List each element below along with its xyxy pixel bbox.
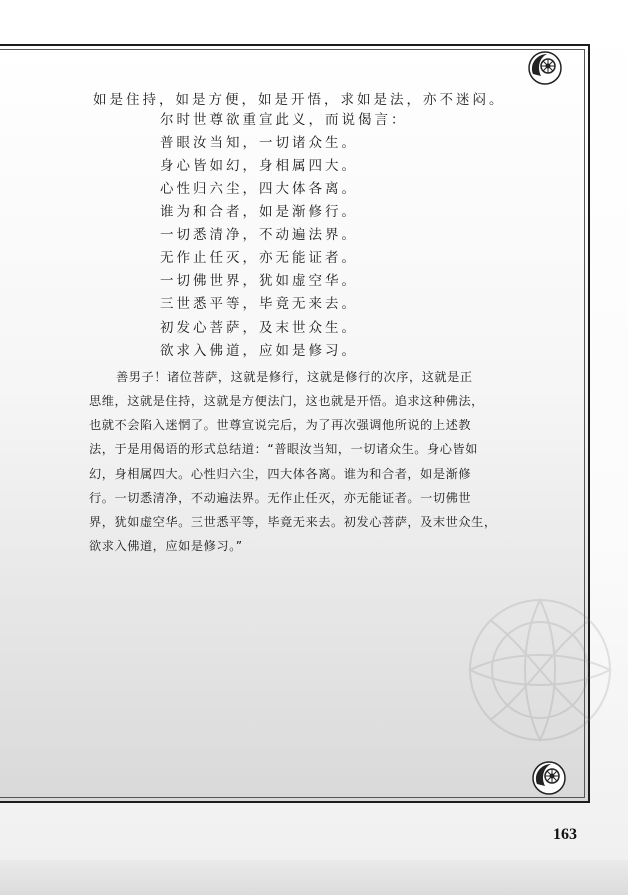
paragraph-line: 幻，身相属四大。心性归六尘，四大体各离。谁为和合者，如是渐修 [89,467,472,481]
paragraph-line: 法，于是用偈语的形式总结道：“普眼汝当知，一切诸众生。身心皆如 [89,442,478,456]
verse-line: 无作止任灭，亦无能证者。 [160,250,358,266]
dharma-wheel-ornament-icon [527,50,563,86]
verse-line: 心性归六尘，四大体各离。 [160,181,358,197]
verse-line: 如是住持，如是方便，如是开悟，求如是法，亦不迷闷。 [93,92,506,108]
verse-line: 欲求入佛道，应如是修习。 [160,343,358,359]
verse-line: 尔时世尊欲重宣此义，而说偈言： [160,112,408,128]
verse-line: 谁为和合者，如是渐修行。 [160,204,358,220]
paragraph-line: 欲求入佛道，应如是修习。” [89,539,243,553]
verse-line: 身心皆如幻，身相属四大。 [160,158,358,174]
verse-line: 一切佛世界，犹如虚空华。 [160,273,358,289]
verse-line: 三世悉平等，毕竟无来去。 [160,296,358,312]
verse-line: 初发心菩萨，及末世众生。 [160,320,358,336]
dharma-wheel-ornament-icon [531,760,567,796]
paragraph-line: 也就不会陷入迷惘了。世尊宣说完后，为了再次强调他所说的上述教 [89,418,472,432]
verse-line: 一切悉清净，不动遍法界。 [160,227,358,243]
verse-line: 普眼汝当知，一切诸众生。 [160,135,358,151]
lotus-watermark-icon [430,560,620,790]
paragraph-line: 善男子！诸位菩萨，这就是修行，这就是修行的次序，这就是正 [116,370,473,384]
page-bottom-margin [0,860,628,895]
page-number: 163 [553,826,577,843]
paragraph-line: 思维，这就是住持，这就是方便法门，这也就是开悟。追求这种佛法， [89,394,484,408]
paragraph-line: 行。一切悉清净，不动遍法界。无作止任灭，亦无能证者。一切佛世 [89,491,472,505]
paragraph-line: 界，犹如虚空华。三世悉平等，毕竟无来去。初发心菩萨，及末世众生， [89,515,497,529]
